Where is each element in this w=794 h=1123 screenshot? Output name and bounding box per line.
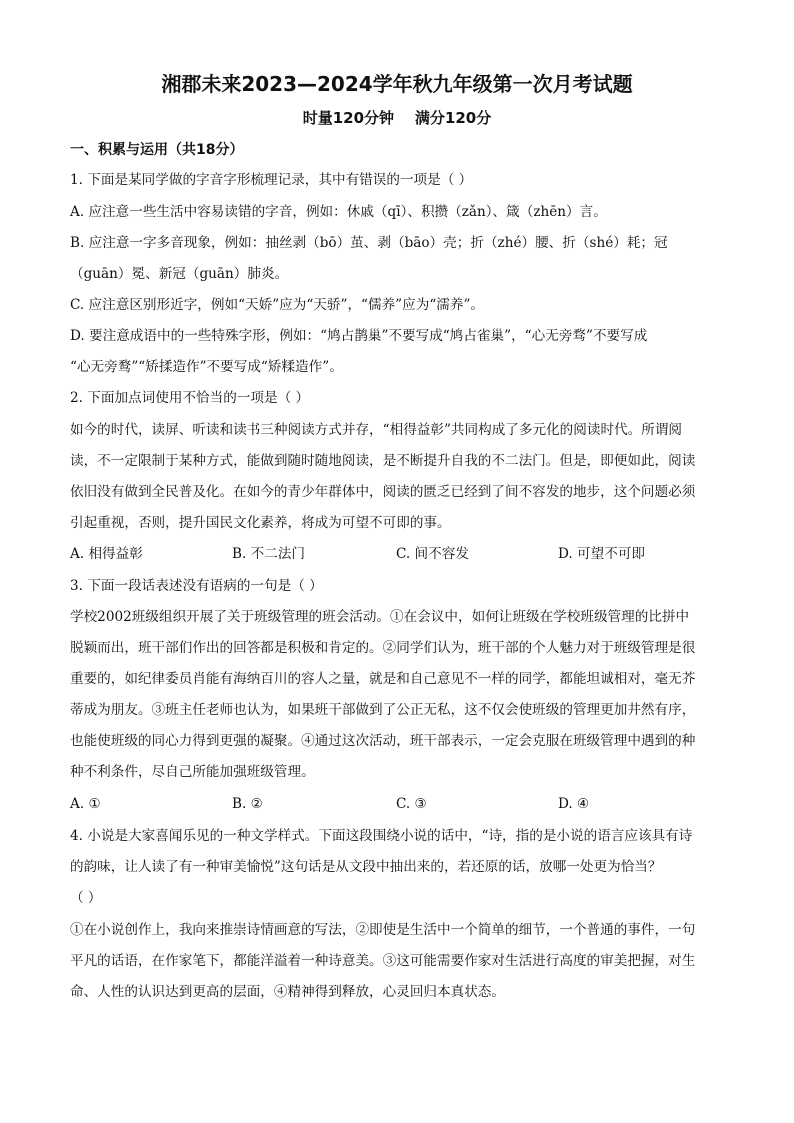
section-heading: 一、积累与运用（共18分） xyxy=(70,142,244,158)
question-3-passage-line: 脱颖而出，班干部们作出的回答都是积极和肯定的。②同学们认为，班干部的个人魅力对于班级管理是很 xyxy=(70,640,696,656)
question-2-passage-line: 如今的时代，读屏、听读和读书三种阅读方式并存，“相得益彰”共同构成了多元化的阅读时代。所谓阅 xyxy=(70,422,683,438)
question-1-option-a: A. 应注意一些生活中容易读错的字音，例如：休戚（qī）、积攒（zǎn）、箴（zhēn）言。 xyxy=(70,204,607,220)
question-1-option-d-cont: “心无旁鹜”“矫揉造作”不要写成“矫糅造作”。 xyxy=(70,359,343,375)
question-3-option-b: B. ② xyxy=(232,796,263,812)
question-4-stem: 4. 小说是大家喜闻乐见的一种文学样式。下面这段围绕小说的话中，“诗，指的是小说的语言应该具有诗 xyxy=(70,828,693,844)
question-2-option-c: C. 间不容发 xyxy=(396,546,469,562)
question-2-passage-line: 依旧没有做到全民普及化。在如今的青少年群体中，阅读的匮乏已经到了间不容发的地步，这个问题必须 xyxy=(70,484,696,500)
question-3-passage-line: 重要的，如纪律委员肖能有海纳百川的容人之量，就是和自己意见不一样的同学，都能坦诚相对，毫无芥 xyxy=(70,671,696,687)
question-3-passage-line: 学校2002班级组织开展了关于班级管理的班会活动。①在会议中，如何让班级在学校班级管理的比拼中 xyxy=(70,609,690,625)
question-1-option-b: B. 应注意一字多音现象，例如：抽丝剥（bō）茧、剥（bāo）壳；折（zhé）腰、折（shé）耗；冠 xyxy=(70,235,668,251)
question-4-answer-blank: （ ） xyxy=(70,890,102,906)
question-4-passage-line: ①在小说创作上，我向来推崇诗情画意的写法，②即使是生活中一个简单的细节，一个普通的事件，一句 xyxy=(70,922,696,938)
question-4-passage-line: 命、人性的认识达到更高的层面，④精神得到释放，心灵回归本真状态。 xyxy=(70,984,505,1000)
question-3-option-c: C. ③ xyxy=(396,796,427,812)
question-4-passage-line: 平凡的话语，在作家笔下，都能洋溢着一种诗意美。③这可能需要作家对生活进行高度的审美把握，对生 xyxy=(70,953,696,969)
question-3-passage-line: 蒂成为朋友。③班主任老师也认为，如果班干部做到了公正无私，这不仅会使班级的管理更加井然有序， xyxy=(70,702,696,718)
question-1-option-d: D. 要注意成语中的一些特殊字形，例如：“鸠占鹊巢”不要写成“鸠占雀巢”，“心无旁骛”不要写成 xyxy=(70,328,648,344)
question-3-passage-line: 也能使班级的同心力得到更强的凝聚。④通过这次活动，班干部表示，一定会克服在班级管理中遇到的种 xyxy=(70,733,696,749)
question-2-option-d: D. 可望不可即 xyxy=(558,546,646,562)
question-2-option-a: A. 相得益彰 xyxy=(70,546,143,562)
question-1-option-c: C. 应注意区别形近字，例如“天娇”应为“天骄”，“儒养”应为“濡养”。 xyxy=(70,297,484,313)
exam-duration-score: 时量120分钟 满分120分 xyxy=(302,109,492,127)
question-1-stem: 1. 下面是某同学做的字音字形梳理记录，其中有错误的一项是（ ） xyxy=(70,172,473,188)
page-title: 湘郡未来2023—2024学年秋九年级第一次月考试题 xyxy=(161,72,633,96)
question-2-passage-line: 引起重视，否则，提升国民文化素养，将成为可望不可即的事。 xyxy=(70,515,451,531)
question-3-option-d: D. ④ xyxy=(558,796,590,812)
question-4-stem-cont: 的韵味，让人读了有一种审美愉悦”这句话是从文段中抽出来的，若还原的话，放哪一处更为恰当？ xyxy=(70,859,662,875)
question-3-stem: 3. 下面一段话表述没有语病的一句是（ ） xyxy=(70,578,323,594)
question-3-passage-line: 种不利条件，尽自己所能加强班级管理。 xyxy=(70,764,315,780)
question-3-option-a: A. ① xyxy=(70,796,101,812)
question-1-option-b-cont: （guān）冕、新冠（guān）肺炎。 xyxy=(70,266,289,282)
question-2-option-b: B. 不二法门 xyxy=(232,546,306,562)
question-2-stem: 2. 下面加点词使用不恰当的一项是（ ） xyxy=(70,390,310,406)
question-2-passage-line: 读，不一定限制于某种方式，能做到随时随地阅读，是不断提升自我的不二法门。但是，即便如此，阅读 xyxy=(70,453,696,469)
